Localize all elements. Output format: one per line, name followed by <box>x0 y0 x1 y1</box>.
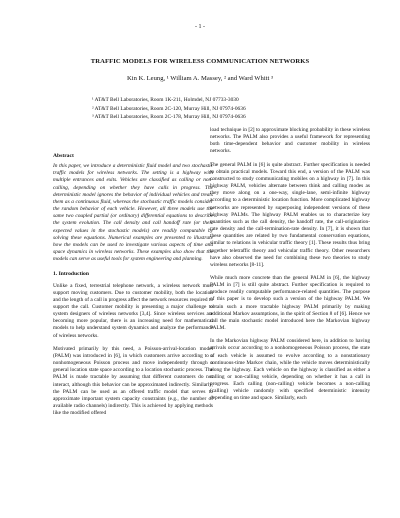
right-column <box>210 127 370 409</box>
right-paragraph-1: load technique in [2] to approximate blocking probability in these wireless networks. The PALM also provides a useful framework for representing both time-dependent behavior and customer mobility in wireless networks. <box>210 127 370 155</box>
affiliation-3: ³ AT&T Bell Laboratories, Room 2C-178, Murray Hill, NJ 07974-0636 <box>92 114 246 121</box>
paper-title: TRAFFIC MODELS FOR WIRELESS COMMUNICATION NETWORKS <box>90 58 310 65</box>
intro-paragraph-1: Unlike a fixed, terrestrial telephone network, a wireless network must support moving customers. Due to customer mobility, both the location and the length of a call in progress affect the network resources required to support the call. Customer mobility is presenting a major challenge to system designers of wireless networks [3,4]. Since wireless services are becoming more popular, there is an increasing need for mathematical models to help understand system dynamics and analyze the performance of wireless networks. <box>53 282 214 339</box>
author-line: Kin K. Leung, ¹ William A. Massey, ² and Ward Whitt ³ <box>127 75 273 82</box>
abstract-body: In this paper, we introduce a deterministic fluid model and two stochastic traffic models for wireless networks. The setting is a highway with multiple entrances and exits. Vehicles are classified as calling or non-calling, depending on whether they have calls in progress. The deterministic model ignores the behavior of individual vehicles and treats them as a continuous fluid, whereas the stochastic traffic models consider the random behavior of each vehicle. However, all three models use the same two coupled partial (or ordinary) differential equations to describe the system evolution. The call density and call handoff rate (or their expected values in the stochastic models) are readily computable by solving these equations. Numerical examples are presented to illustrate how the models can be used to investigate various aspects of time and space dynamics in wireless networks. These examples also show that the models can serve as useful tools for system engineering and planning. <box>53 163 213 263</box>
intro-heading: 1. Introduction <box>53 271 89 278</box>
page-number: - 1 - <box>195 24 205 30</box>
affiliation-list <box>92 96 352 122</box>
affiliation-1: ¹ AT&T Bell Laboratories, Room 1K-211, Holmdel, NJ 07733-3030 <box>92 97 239 103</box>
intro-paragraph-2: Motivated primarily by this need, a Poisson-arrival-location model (PALM) was introduced in [6], in which customers arrive according to a nonhomogeneous Poisson process and move independently through a general location state space according to a location stochastic process. The PALM is made tractable by assuming that different customers do not interact, although this behavior can be approximated indirectly. Similarly, the PALM can be used as an offered traffic model that serves to approximate important system capacity constraints (e.g., the number of available radio channels) indirectly. This is achieved by applying methods like the modified offered <box>53 345 213 417</box>
affiliation-2: ² AT&T Bell Laboratories, Room 2C-120, Murray Hill, NJ 07974-0636 <box>92 105 246 112</box>
abstract-heading: Abstract <box>53 153 74 159</box>
left-column <box>53 153 213 423</box>
right-paragraph-3: While much more concrete than the general PALM in [6], the highway PALM in [7] is still quite abstract. Further specification is required to produce readily computable performance-related quantities. The purpose of this paper is to develop such a version of the highway PALM. We obtain such a more tractable highway PALM primarily by making additional Markov assumptions, in the spirit of Section 8 of [6]. Hence we call the main stochastic model introduced here the Markovian highway PALM. <box>210 274 370 332</box>
right-paragraph-4: In the Markovian highway PALM considered here, in addition to having arrivals occur according to a nonhomogeneous Poisson process, the state of each vehicle is assumed to evolve according to a nonstationary continuous-time Markov chain, while the vehicle moves deterministically along the highway. Each vehicle on the highway is classified as either a calling or non-calling vehicle, depending on whether it has a call in progress. Each calling (non-calling) vehicle becomes a non-calling (calling) vehicle randomly with specified deterministic intensity depending on time and space. Similarly, each <box>210 338 370 402</box>
right-paragraph-2: The general PALM in [6] is quite abstract. Further specification is needed to obtain practical models. Toward this end, a version of the PALM was constructed to study communicating mobiles on a highway in [7]. In this highway PALM, vehicles alternate between think and calling modes as they move along on a one-way, single-lane, semi-infinite highway according to a deterministic location function. More complicated highway networks are represented by superposing independent versions of these highway PALMs. The highway PALM enables us to characterize key quantities such as the call density, the handoff rate, the call-origination-rate density and the call-termination-rate density. In [7], it is shown that these quantities are related by two fundamental conservation equations, similar to relations in vehicular traffic theory [1]. These results thus bring together teletraffic theory and vehicular traffic theory. Other researchers have also observed the need for combining these two theories to study wireless networks [8-11]. <box>210 161 370 268</box>
